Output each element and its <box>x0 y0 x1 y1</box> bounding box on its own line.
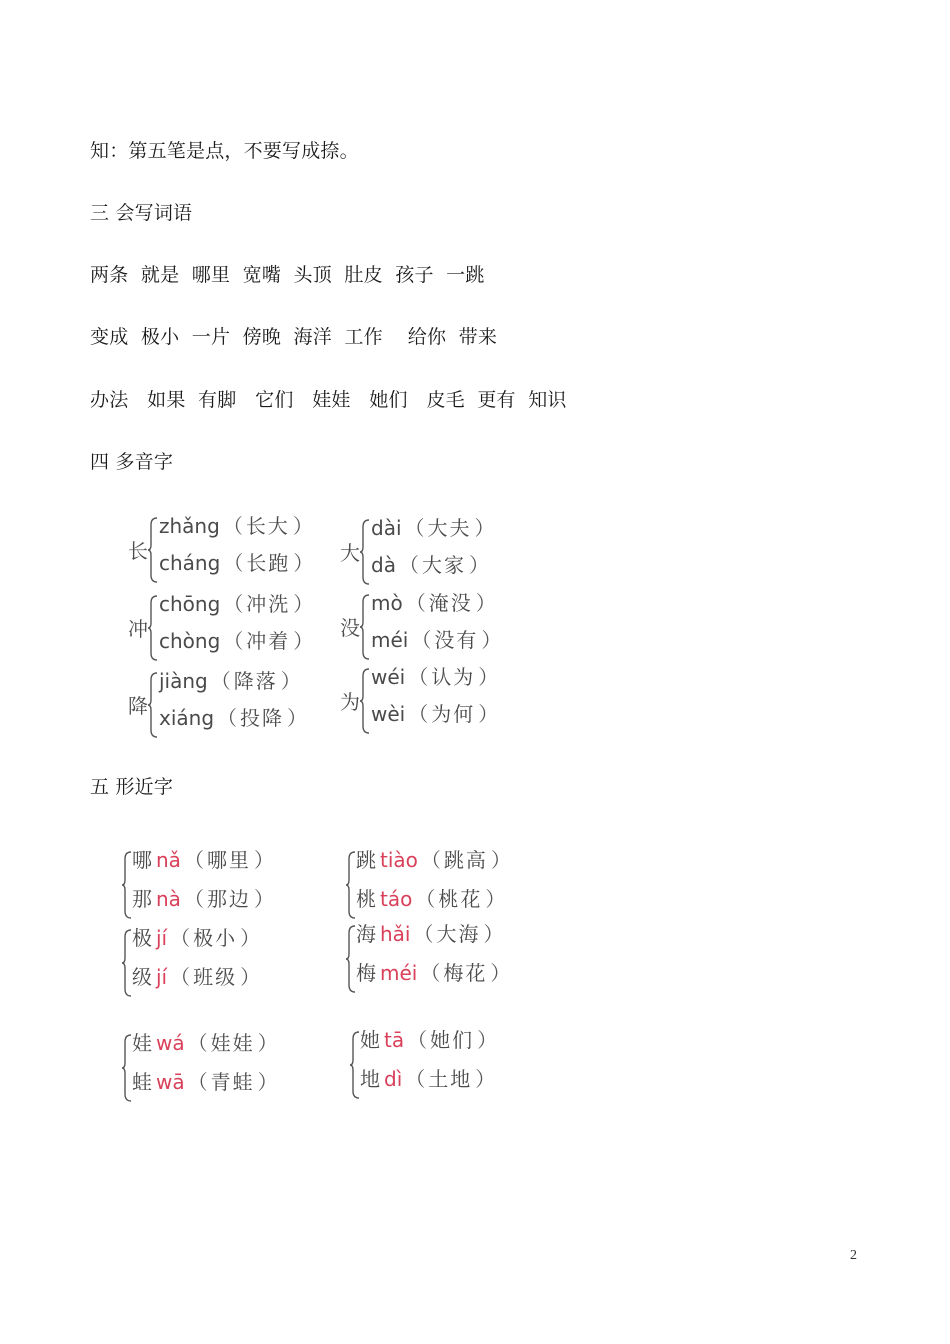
example-word: 认为 <box>431 665 476 689</box>
word-list-row-2: 变成 极小 一片 傍晚 海洋 工作 给你 带来 <box>90 326 498 348</box>
section-5-title: 五 形近字 <box>90 776 174 798</box>
polyphonic-char: 没 <box>340 616 360 640</box>
similar-row: 海 hǎi （ 大海 ） <box>356 922 504 946</box>
brace-icon <box>360 519 370 585</box>
similar-row: 地 dì （ 土地 ） <box>360 1067 496 1091</box>
example-word: 桃花 <box>438 887 483 911</box>
polyphonic-row: wèi （ 为何 ） <box>371 702 499 726</box>
similar-char: 娃 <box>132 1031 152 1055</box>
brace-icon <box>122 1034 132 1102</box>
pinyin: dì <box>384 1067 403 1091</box>
pinyin: tā <box>384 1028 405 1052</box>
polyphonic-row: xiáng （ 投降 ） <box>159 706 308 730</box>
brace-icon <box>360 594 370 660</box>
brace-icon <box>350 1031 360 1099</box>
pinyin: wèi <box>371 702 406 726</box>
similar-row: 那 nà （ 那边 ） <box>132 887 274 911</box>
similar-char: 梅 <box>356 961 376 985</box>
similar-row: 娃 wá （ 娃娃 ） <box>132 1031 278 1055</box>
polyphonic-row: zhǎng （ 长大 ） <box>159 514 313 538</box>
pinyin: nǎ <box>156 848 181 872</box>
similar-char: 级 <box>132 965 152 989</box>
similar-row: 她 tā （ 她们 ） <box>360 1028 498 1052</box>
pinyin: zhǎng <box>159 514 220 538</box>
brace-icon <box>346 925 356 993</box>
polyphonic-char: 冲 <box>128 617 148 641</box>
polyphonic-char: 大 <box>340 541 360 565</box>
pinyin: wā <box>156 1070 185 1094</box>
pinyin: cháng <box>159 551 221 575</box>
example-word: 淹没 <box>428 591 473 615</box>
similar-char: 蛙 <box>132 1070 152 1094</box>
example-word: 那边 <box>206 887 251 911</box>
example-word: 跳高 <box>443 848 488 872</box>
similar-char: 桃 <box>356 887 376 911</box>
similar-row: 桃 táo （ 桃花 ） <box>356 887 506 911</box>
example-word: 没有 <box>434 628 479 652</box>
brace-icon <box>148 517 158 583</box>
section-4-title: 四 多音字 <box>90 451 174 473</box>
similar-char: 哪 <box>132 848 152 872</box>
brace-icon <box>346 851 356 919</box>
pinyin: tiào <box>380 848 418 872</box>
polyphonic-row: chòng （ 冲着 ） <box>159 629 314 653</box>
brace-icon <box>360 668 370 734</box>
pinyin: dài <box>371 516 402 540</box>
polyphonic-char: 为 <box>340 690 360 714</box>
example-word: 长跑 <box>246 551 291 575</box>
pinyin: dà <box>371 553 396 577</box>
pinyin: nà <box>156 887 181 911</box>
pinyin: jiàng <box>159 669 208 693</box>
polyphonic-row: dài （ 大夫 ） <box>371 516 495 540</box>
example-word: 梅花 <box>443 961 488 985</box>
similar-char: 地 <box>360 1067 380 1091</box>
brace-icon <box>122 851 132 919</box>
word-list-row-3: 办法 如果 有脚 它们 娃娃 她们 皮毛 更有 知识 <box>90 389 567 411</box>
pinyin: mò <box>371 591 403 615</box>
similar-row: 哪 nǎ （ 哪里 ） <box>132 848 274 872</box>
example-word: 大海 <box>436 922 481 946</box>
similar-row: 级 jí （ 班级 ） <box>132 965 261 989</box>
polyphonic-char: 降 <box>128 694 148 718</box>
example-word: 为何 <box>431 702 476 726</box>
pinyin: jí <box>156 926 168 950</box>
example-word: 长大 <box>245 514 290 538</box>
polyphonic-row: mò （ 淹没 ） <box>371 591 496 615</box>
pinyin: méi <box>371 628 409 652</box>
similar-char: 她 <box>360 1028 380 1052</box>
similar-row: 梅 méi （ 梅花 ） <box>356 961 511 985</box>
word-list-row-1: 两条 就是 哪里 宽嘴 头顶 肚皮 孩子 一跳 <box>90 264 485 286</box>
polyphonic-row: chōng （ 冲洗 ） <box>159 592 314 616</box>
similar-row: 极 jí （ 极小 ） <box>132 926 261 950</box>
example-word: 她们 <box>430 1028 475 1052</box>
brace-icon <box>122 929 132 997</box>
pinyin: méi <box>380 961 418 985</box>
similar-char: 那 <box>132 887 152 911</box>
example-word: 极小 <box>193 926 238 950</box>
example-word: 土地 <box>428 1067 473 1091</box>
polyphonic-row: jiàng （ 降落 ） <box>159 669 301 693</box>
pinyin: chōng <box>159 592 221 616</box>
similar-row: 蛙 wā （ 青蛙 ） <box>132 1070 278 1094</box>
similar-char: 海 <box>356 922 376 946</box>
polyphonic-row: méi （ 没有 ） <box>371 628 502 652</box>
polyphonic-row: cháng （ 长跑 ） <box>159 551 314 575</box>
pinyin: wá <box>156 1031 185 1055</box>
pinyin: wéi <box>371 665 406 689</box>
section-3-title: 三 会写词语 <box>90 202 193 224</box>
example-word: 冲着 <box>246 629 291 653</box>
similar-char: 跳 <box>356 848 376 872</box>
brace-icon <box>148 595 158 661</box>
pinyin: hǎi <box>380 922 411 946</box>
example-word: 娃娃 <box>210 1031 255 1055</box>
similar-char: 极 <box>132 926 152 950</box>
polyphonic-char: 长 <box>128 539 148 563</box>
polyphonic-row: wéi （ 认为 ） <box>371 665 499 689</box>
brace-icon <box>148 672 158 738</box>
pinyin: jí <box>156 965 168 989</box>
pinyin: chòng <box>159 629 221 653</box>
polyphonic-row: dà （ 大家 ） <box>371 553 489 577</box>
similar-row: 跳 tiào （ 跳高 ） <box>356 848 511 872</box>
pinyin: táo <box>380 887 413 911</box>
example-word: 大夫 <box>427 516 472 540</box>
example-word: 冲洗 <box>246 592 291 616</box>
example-word: 青蛙 <box>210 1070 255 1094</box>
example-word: 哪里 <box>206 848 251 872</box>
pinyin: xiáng <box>159 706 215 730</box>
page-number: 2 <box>850 1248 857 1263</box>
example-word: 班级 <box>193 965 238 989</box>
example-word: 大家 <box>421 553 466 577</box>
example-word: 投降 <box>240 706 285 730</box>
example-word: 降落 <box>233 669 278 693</box>
stroke-note: 知：第五笔是点，不要写成捺。 <box>90 140 359 162</box>
